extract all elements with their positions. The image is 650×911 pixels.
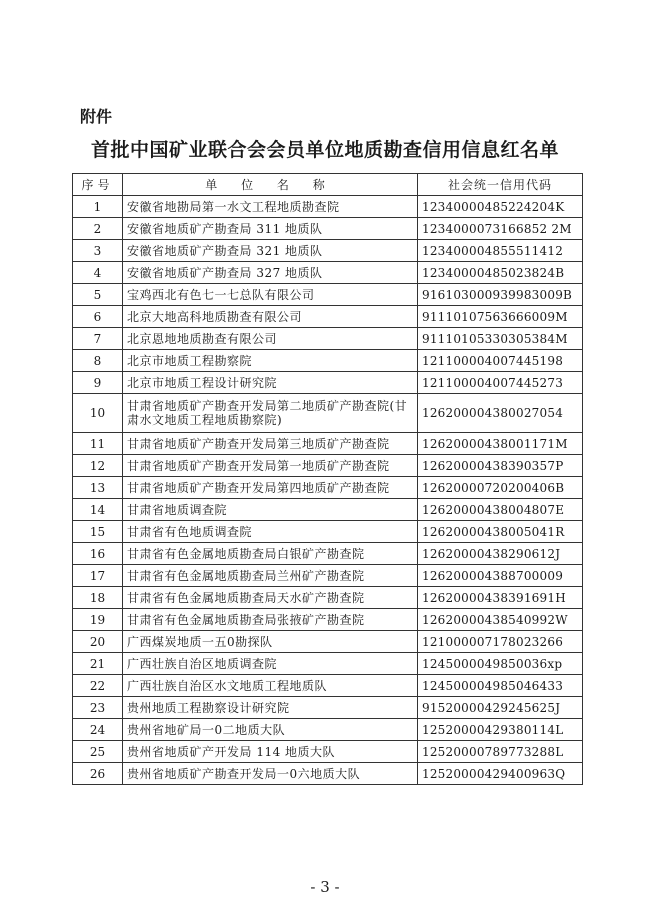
credit-code: 12520000429380114L — [418, 719, 583, 741]
row-number: 13 — [73, 477, 123, 499]
credit-code: 12620000438004807E — [418, 499, 583, 521]
table-row — [73, 328, 583, 350]
table-row — [73, 543, 583, 565]
credit-code: 126200004380027054 — [418, 394, 583, 433]
unit-name: 安徽省地质矿产勘查局 321 地质队 — [123, 240, 418, 262]
row-number: 26 — [73, 763, 123, 785]
credit-code: 126200004388700009 — [418, 565, 583, 587]
row-number: 15 — [73, 521, 123, 543]
table-row — [73, 196, 583, 218]
unit-name: 甘肃省地质矿产勘查开发局第二地质矿产勘查院(甘肃水文地质工程地质勘察院) — [123, 394, 418, 433]
row-number: 4 — [73, 262, 123, 284]
table-row — [73, 218, 583, 240]
table-row — [73, 394, 583, 433]
row-number: 23 — [73, 697, 123, 719]
unit-name: 贵州省地质矿产开发局 114 地质大队 — [123, 741, 418, 763]
unit-name: 广西壮族自治区地质调查院 — [123, 653, 418, 675]
table-row — [73, 521, 583, 543]
row-number: 9 — [73, 372, 123, 394]
unit-name: 甘肃省有色金属地质勘查局兰州矿产勘查院 — [123, 565, 418, 587]
unit-name: 安徽省地质矿产勘查局 311 地质队 — [123, 218, 418, 240]
table-row — [73, 455, 583, 477]
table-row — [73, 433, 583, 455]
credit-code: 1234000073166852 2M — [418, 218, 583, 240]
table-row — [73, 306, 583, 328]
row-number: 6 — [73, 306, 123, 328]
credit-code: 12620000438290612J — [418, 543, 583, 565]
row-number: 12 — [73, 455, 123, 477]
row-number: 21 — [73, 653, 123, 675]
row-number: 8 — [73, 350, 123, 372]
table-row — [73, 499, 583, 521]
credit-code: 121000007178023266 — [418, 631, 583, 653]
credit-code: 12520000429400963Q — [418, 763, 583, 785]
credit-code: 12620000438540992W — [418, 609, 583, 631]
credit-code: 12620000438391691H — [418, 587, 583, 609]
table-row — [73, 609, 583, 631]
table-row — [73, 284, 583, 306]
credit-code: 121100004007445273 — [418, 372, 583, 394]
red-list-table — [72, 173, 583, 785]
credit-code: 12520000789773288L — [418, 741, 583, 763]
unit-name: 甘肃省地质矿产勘查开发局第四地质矿产勘查院 — [123, 477, 418, 499]
row-number: 3 — [73, 240, 123, 262]
table-row — [73, 763, 583, 785]
table-row — [73, 653, 583, 675]
table-row — [73, 675, 583, 697]
credit-code: 1245000049850036xp — [418, 653, 583, 675]
row-number: 19 — [73, 609, 123, 631]
table-row — [73, 741, 583, 763]
page-number: - 3 - — [310, 878, 340, 896]
table-row — [73, 350, 583, 372]
row-number: 25 — [73, 741, 123, 763]
column-header-number: 序号 — [73, 174, 123, 196]
table-row — [73, 631, 583, 653]
document-title: 首批中国矿业联合会会员单位地质勘查信用信息红名单 — [90, 139, 559, 161]
credit-code: 12340000485224204K — [418, 196, 583, 218]
unit-name: 安徽省地勘局第一水文工程地质勘查院 — [123, 196, 418, 218]
row-number: 24 — [73, 719, 123, 741]
row-number: 14 — [73, 499, 123, 521]
unit-name: 甘肃省有色金属地质勘查局天水矿产勘查院 — [123, 587, 418, 609]
credit-code: 121100004007445198 — [418, 350, 583, 372]
attachment-label: 附件 — [80, 107, 113, 126]
row-number: 2 — [73, 218, 123, 240]
row-number: 17 — [73, 565, 123, 587]
credit-code: 916103000939983009B — [418, 284, 583, 306]
table-row — [73, 372, 583, 394]
credit-code: 12620000438005041R — [418, 521, 583, 543]
unit-name: 甘肃省有色金属地质勘查局张掖矿产勘查院 — [123, 609, 418, 631]
unit-name: 甘肃省地质调查院 — [123, 499, 418, 521]
credit-code: 91110105330305384M — [418, 328, 583, 350]
unit-name: 贵州省地矿局一0二地质大队 — [123, 719, 418, 741]
unit-name: 贵州地质工程勘察设计研究院 — [123, 697, 418, 719]
credit-code: 12340000485023824B — [418, 262, 583, 284]
row-number: 5 — [73, 284, 123, 306]
row-number: 10 — [73, 394, 123, 433]
unit-name: 北京大地高科地质勘查有限公司 — [123, 306, 418, 328]
row-number: 18 — [73, 587, 123, 609]
credit-code: 12620000720200406B — [418, 477, 583, 499]
unit-name: 甘肃省地质矿产勘查开发局第三地质矿产勘查院 — [123, 433, 418, 455]
unit-name: 甘肃省有色地质调查院 — [123, 521, 418, 543]
row-number: 16 — [73, 543, 123, 565]
table-row — [73, 587, 583, 609]
unit-name: 宝鸡西北有色七一七总队有限公司 — [123, 284, 418, 306]
table-row — [73, 262, 583, 284]
unit-name: 甘肃省地质矿产勘查开发局第一地质矿产勘查院 — [123, 455, 418, 477]
unit-name: 北京市地质工程勘察院 — [123, 350, 418, 372]
row-number: 7 — [73, 328, 123, 350]
unit-name: 广西壮族自治区水文地质工程地质队 — [123, 675, 418, 697]
unit-name: 贵州省地质矿产勘查开发局一0六地质大队 — [123, 763, 418, 785]
credit-code: 124500004985046433 — [418, 675, 583, 697]
row-number: 1 — [73, 196, 123, 218]
credit-code: 91520000429245625J — [418, 697, 583, 719]
table-body — [73, 196, 583, 785]
table-row — [73, 719, 583, 741]
unit-name: 北京市地质工程设计研究院 — [123, 372, 418, 394]
unit-name: 甘肃省有色金属地质勘查局白银矿产勘查院 — [123, 543, 418, 565]
column-header-credit-code: 社会统一信用代码 — [418, 174, 583, 196]
row-number: 20 — [73, 631, 123, 653]
table-row — [73, 565, 583, 587]
unit-name: 安徽省地质矿产勘查局 327 地质队 — [123, 262, 418, 284]
column-header-unit-name: 单 位 名 称 — [123, 174, 418, 196]
unit-name: 北京恩地地质勘查有限公司 — [123, 328, 418, 350]
table-row — [73, 477, 583, 499]
credit-code: 12620000438390357P — [418, 455, 583, 477]
credit-code: 12620000438001171M — [418, 433, 583, 455]
table-header-row — [73, 174, 583, 196]
table-row — [73, 240, 583, 262]
credit-code: 123400004855511412 — [418, 240, 583, 262]
table-row — [73, 697, 583, 719]
credit-code: 91110107563666009M — [418, 306, 583, 328]
row-number: 11 — [73, 433, 123, 455]
unit-name: 广西煤炭地质一五0勘探队 — [123, 631, 418, 653]
row-number: 22 — [73, 675, 123, 697]
